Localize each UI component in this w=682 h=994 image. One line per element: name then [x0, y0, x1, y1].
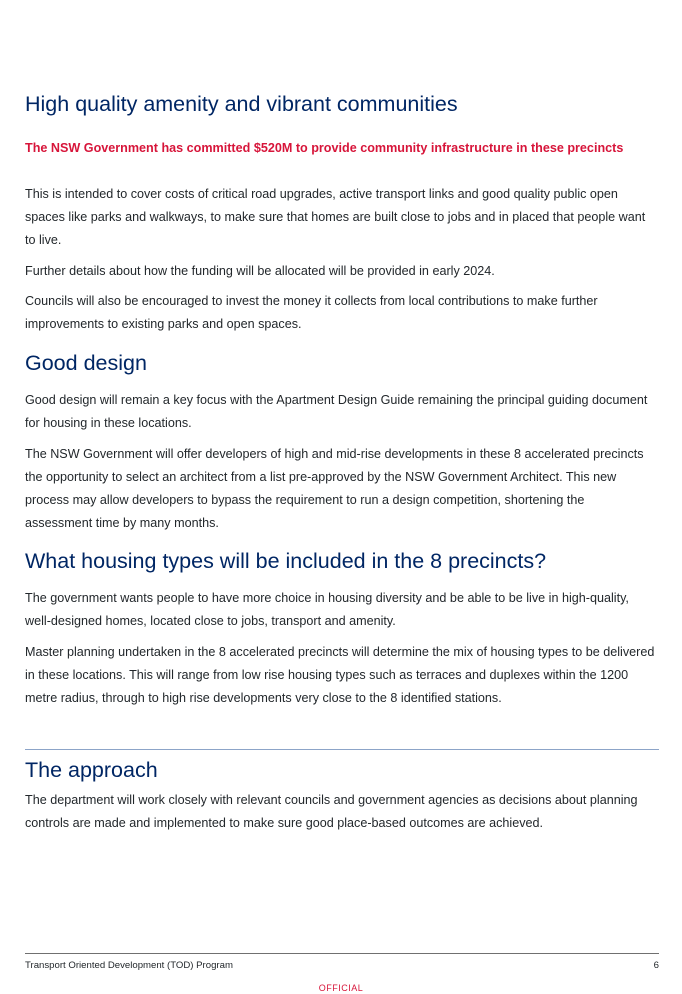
security-classification: OFFICIAL	[318, 983, 364, 993]
heading-housing-types: What housing types will be included in the 8 precincts?	[25, 549, 547, 573]
footer-document-title: Transport Oriented Development (TOD) Program	[25, 960, 233, 971]
paragraph-housing-2: Master planning undertaken in the 8 accelerated precincts will determine the mix of housing types to be delivered in these locations. This will range from low rise housing types such as terraces and duplexes within the 1200 metre radius, through to high rise developments very close to the 8 identified stations.	[25, 645, 655, 705]
paragraph-approach-1: The department will work closely with relevant councils and government agencies as decisions about planning controls are made and implemented to make sure good place-based outcomes are achieved.	[25, 793, 638, 830]
page-number: 6	[653, 960, 659, 971]
heading-approach: The approach	[25, 758, 158, 782]
lead-statement-funding: The NSW Government has committed $520M to provide community infrastructure in these precincts	[25, 141, 624, 155]
section-divider	[25, 749, 659, 750]
paragraph-design-2: The NSW Government will offer developers of high and mid-rise developments in these 8 accelerated precincts the opportunity to select an architect from a list pre-approved by the NSW Government Architect. This new process may allow developers to bypass the requirement to run a design competition, shortening the assessment time by many months.	[25, 447, 644, 530]
paragraph-design-1: Good design will remain a key focus with the Apartment Design Guide remaining the principal guiding document for housing in these locations.	[25, 393, 648, 430]
footer-divider	[25, 953, 659, 954]
paragraph-housing-1: The government wants people to have more choice in housing diversity and be able to be live in high-quality, well-designed homes, located close to jobs, transport and amenity.	[25, 591, 629, 628]
paragraph-amenity-1: This is intended to cover costs of critical road upgrades, active transport links and good quality public open spaces like parks and walkways, to make sure that homes are built close to jobs and in placed that people want to live.	[25, 187, 646, 247]
paragraph-amenity-3: Councils will also be encouraged to invest the money it collects from local contributions to make further improvements to existing parks and open spaces.	[25, 294, 598, 331]
heading-amenity: High quality amenity and vibrant communities	[25, 92, 458, 116]
paragraph-amenity-2: Further details about how the funding will be allocated will be provided in early 2024.	[25, 264, 495, 278]
heading-good-design: Good design	[25, 351, 147, 375]
